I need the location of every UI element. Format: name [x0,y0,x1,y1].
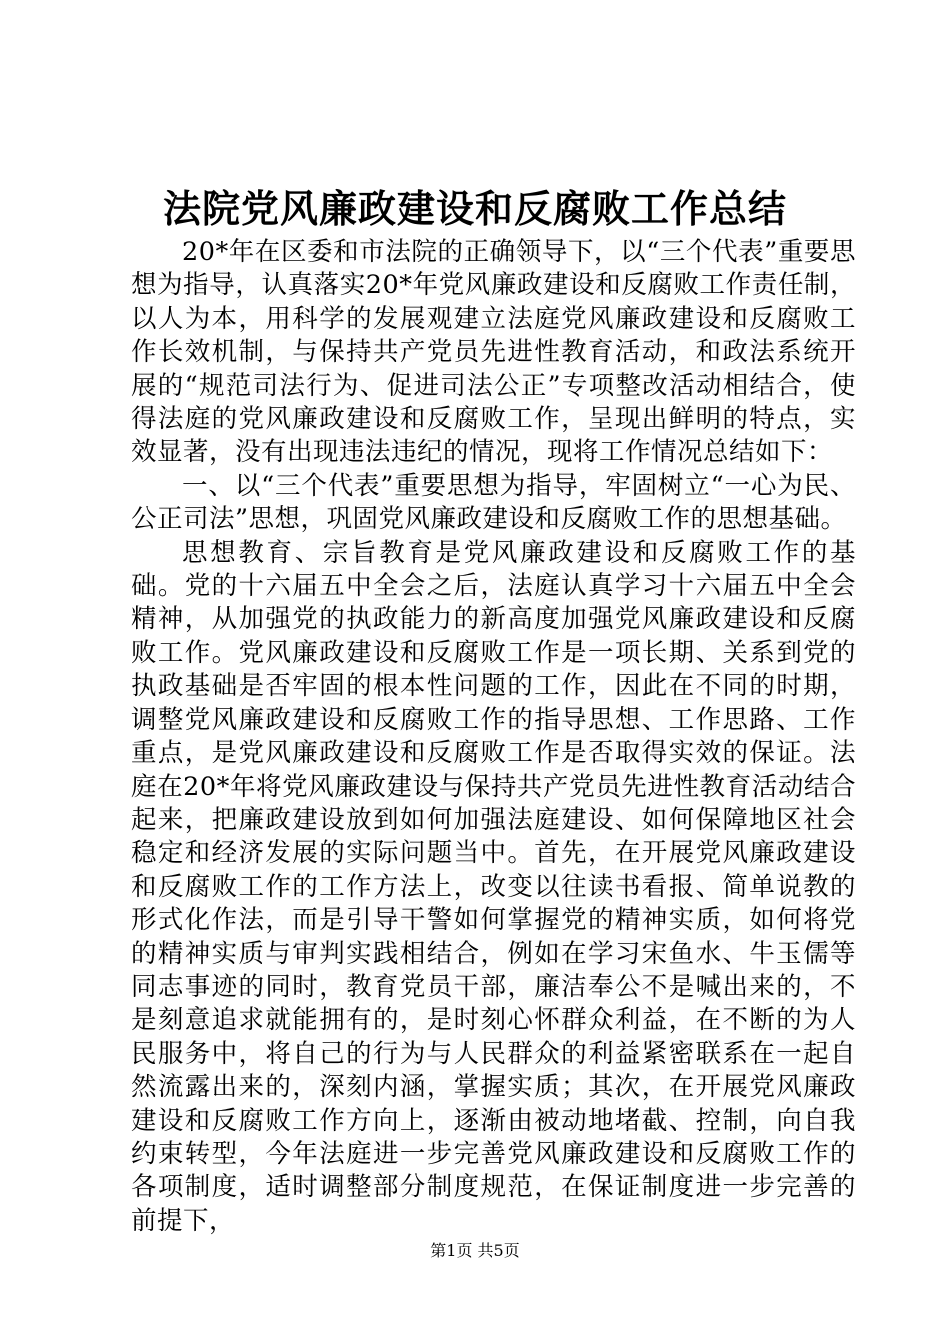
page-number-footer: 第1页 共5页 [430,1241,520,1260]
paragraph-section-one-body: 思想教育、宗旨教育是党风廉政建设和反腐败工作的基础。党的十六届五中全会之后，法庭认真学习十六届五中全会精神，从加强党的执政能力的新高度加强党风廉政建设和反腐败工作。党风廉政建设和反腐败工作是一项长期、关系到党的执政基础是否牢固的根本性问题的工作，因此在不同的时期，调整党风廉政建设和反腐败工作的指导思想、工作思路、工作重点，是党风廉政建设和反腐败工作是否取得实效的保证。法庭在20*年将党风廉政建设与保持共产党员先进性教育活动结合起来，把廉政建设放到如何加强法庭建设、如何保障地区社会稳定和经济发展的实际问题当中。首先，在开展党风廉政建设和反腐败工作的工作方法上，改变以往读书看报、简单说教的形式化作法，而是引导干警如何掌握党的精神实质，如何将党的精神实质与审判实践相结合，例如在学习宋鱼水、牛玉儒等同志事迹的同时，教育党员干部，廉洁奉公不是喊出来的，不是刻意追求就能拥有的，是时刻心怀群众利益，在不断的为人民服务中，将自己的行为与人民群众的利益紧密联系在一起自然流露出来的，深刻内涵，掌握实质；其次，在开展党风廉政建设和反腐败工作方向上，逐渐由被动地堵截、控制，向自我约束转型，今年法庭进一步完善党风廉政建设和反腐败工作的各项制度，适时调整部分制度规范，在保证制度进一步完善的前提下， [131,537,856,1236]
paragraph-intro: 20*年在区委和市法院的正确领导下，以“三个代表”重要思想为指导，认真落实20*年党风廉政建设和反腐败工作责任制，以人为本，用科学的发展观建立法庭党风廉政建设和反腐败工作长效机制，与保持共产党员先进性教育活动，和政法系统开展的“规范司法行为、促进司法公正”专项整改活动相结合，使得法庭的党风廉政建设和反腐败工作，呈现出鲜明的特点，实效显著，没有出现违法违纪的情况，现将工作情况总结如下： [131,237,856,468]
document-title: 法院党风廉政建设和反腐败工作总结 [162,186,787,231]
paragraph-section-one-heading: 一、以“三个代表”重要思想为指导，牢固树立“一心为民、公正司法”思想，巩固党风廉政建设和反腐败工作的思想基础。 [131,470,856,535]
document-body [131,236,856,1238]
